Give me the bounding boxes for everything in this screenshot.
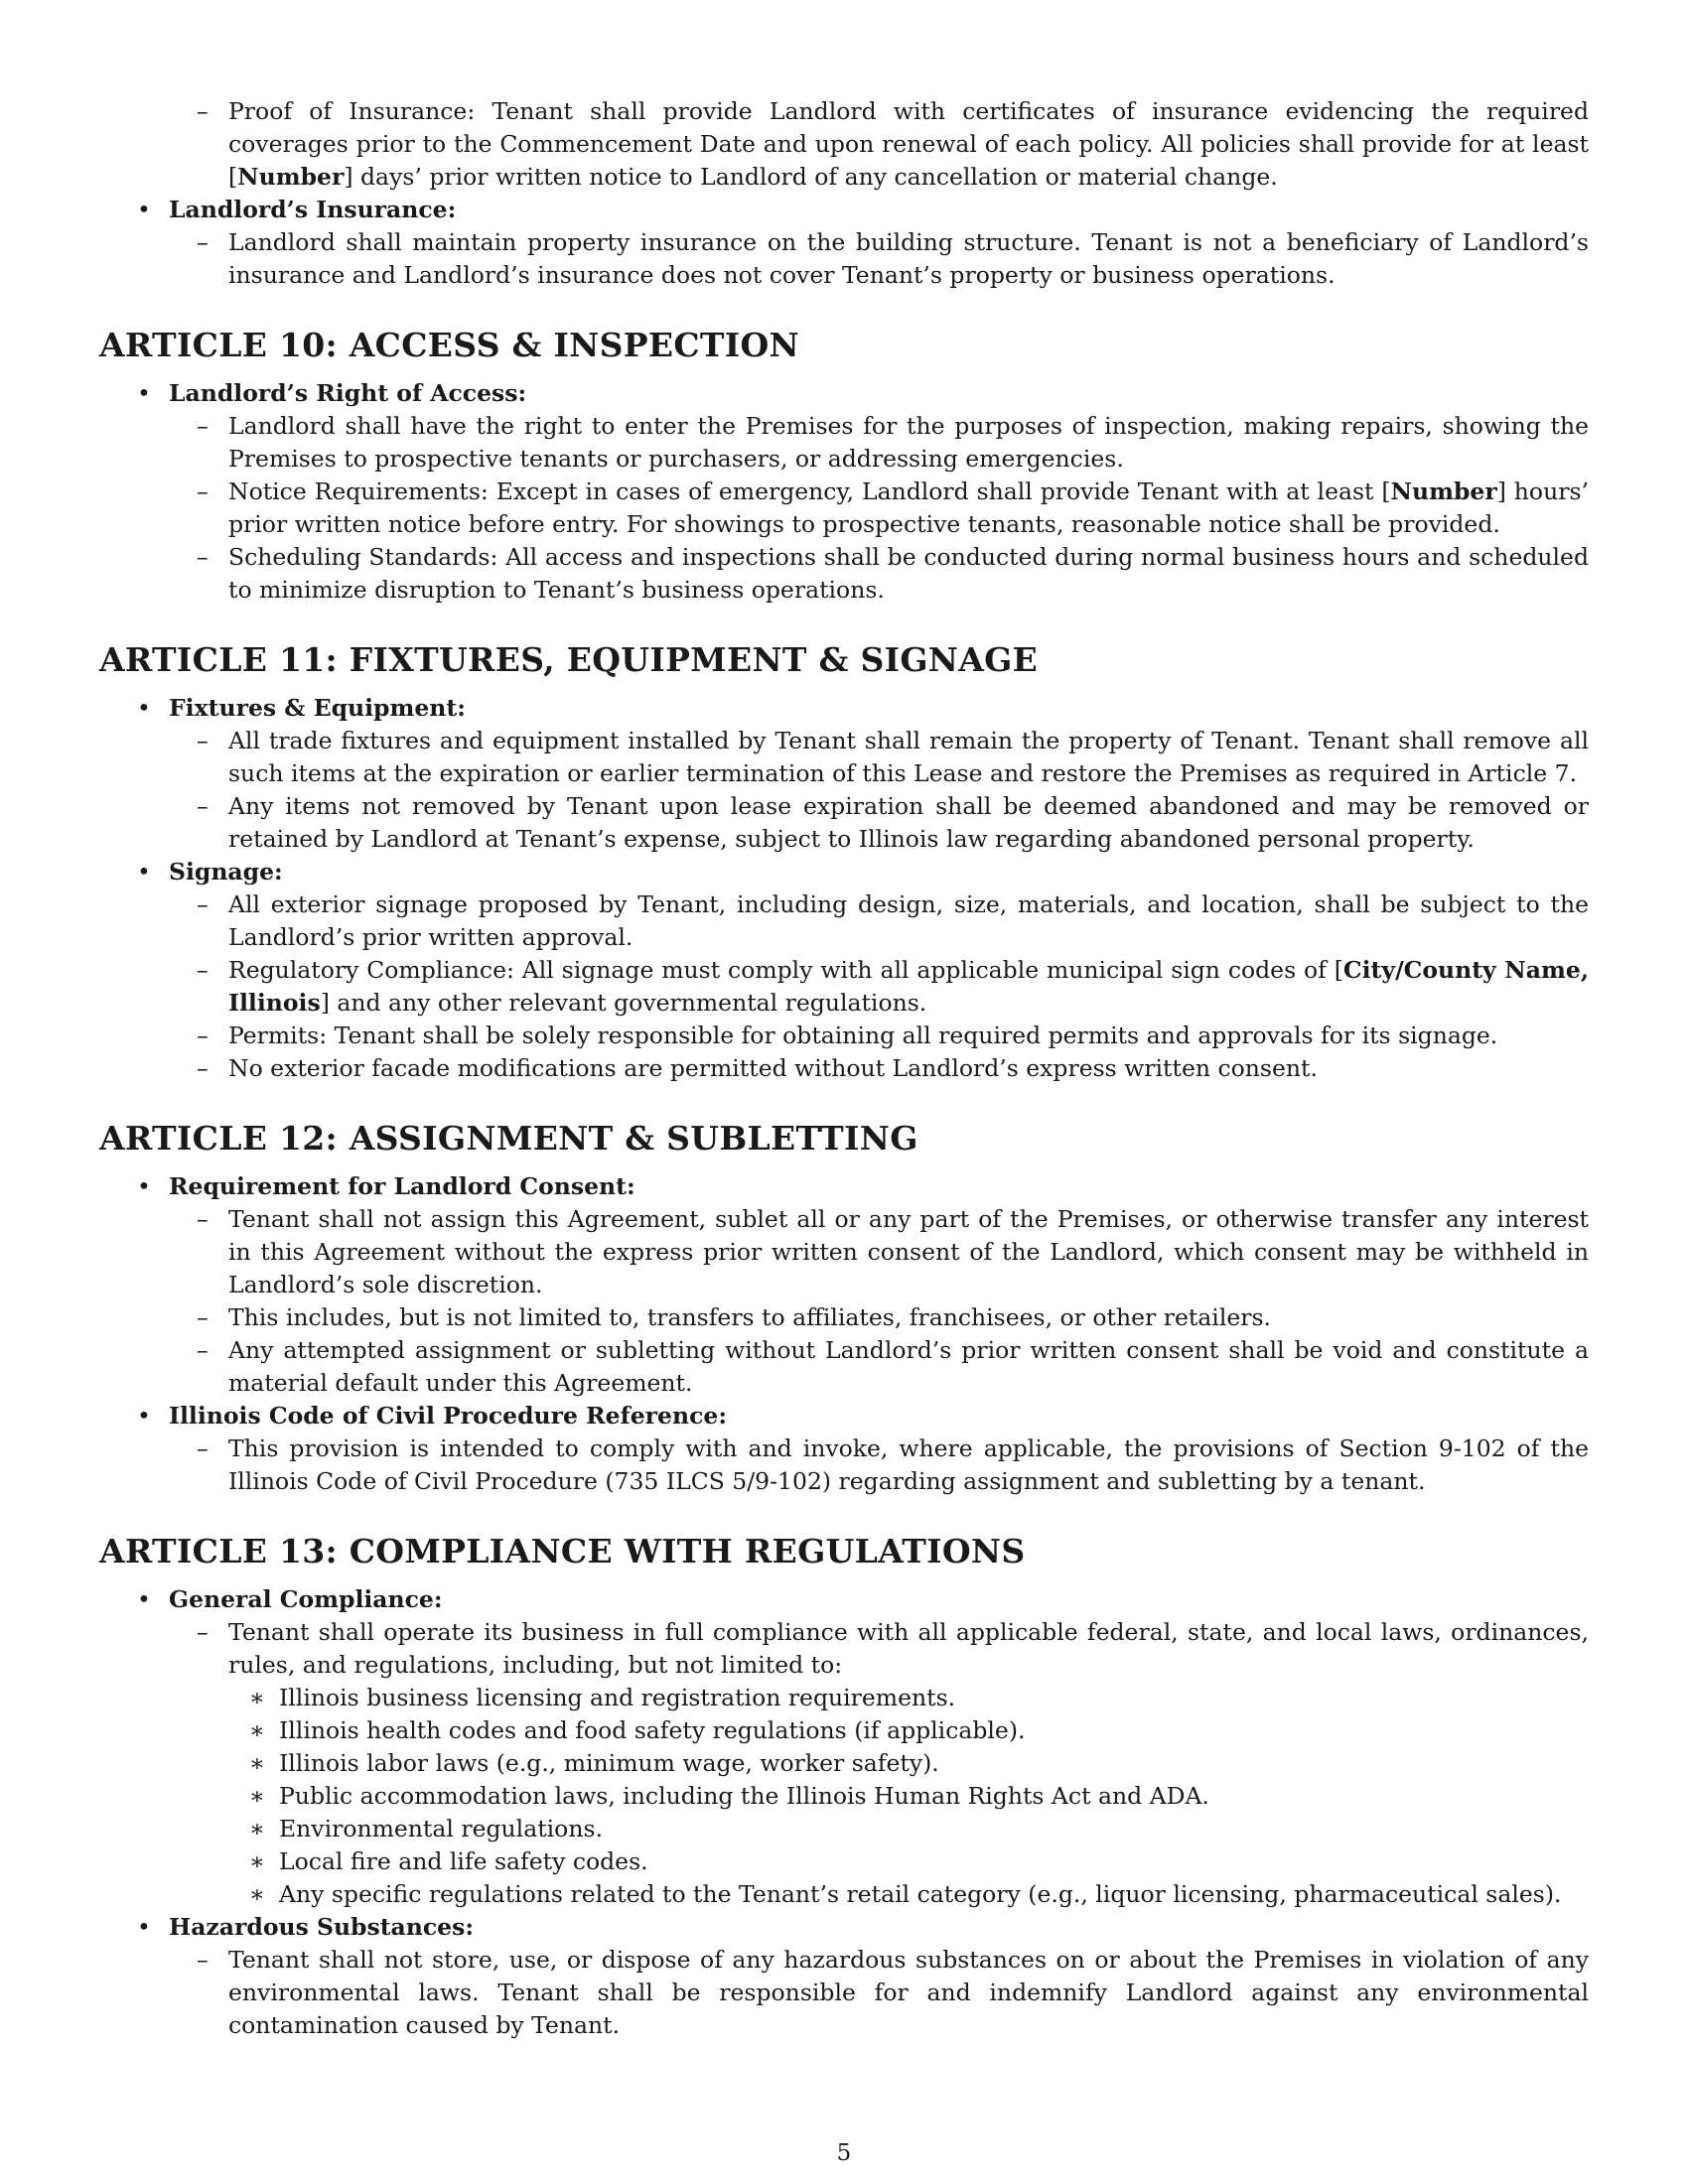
asterisk-marker: ∗ [249,1716,265,1744]
dash-marker: – [197,1336,209,1364]
dash-marker: – [197,1022,209,1049]
sub-item [99,1052,1589,1085]
dash-marker: – [197,1205,209,1233]
sub-sub-item [99,1682,1589,1714]
sub-sub-item [99,1780,1589,1813]
item-text: This includes, but is not limited to, transfers to affiliates, franchisees, or other retailers. [228,1303,1272,1331]
placeholder-field: Number [1390,478,1497,505]
sub-item [99,1944,1589,2042]
item-label: Landlord’s Insurance: [169,196,457,223]
item-label: Signage: [169,858,283,886]
item-label: Requirement for Landlord Consent: [169,1172,635,1200]
bullet-item [99,1400,1589,1433]
item-text: Landlord shall maintain property insurance on the building structure. Tenant is not a beneficiary of Landlord’s insurance and Landlord’s insurance does not cover Tenant’s property or business operations. [228,228,1589,289]
item-text: Tenant shall not store, use, or dispose of any hazardous substances on or about the Premises in violation of any environmental laws. Tenant shall be responsible for and indemnify Landlord against any environmental contamination caused by Tenant. [228,1946,1589,2039]
sub-item [99,790,1589,856]
sub-item [99,1301,1589,1334]
item-text: Tenant shall not assign this Agreement, sublet all or any part of the Premises, or otherwise transfer any interest in this Agreement without the express prior written consent of the Landlord, which consent may be withheld in Landlord’s sole discretion. [228,1205,1589,1298]
sub-item [99,226,1589,292]
sub-item [99,1433,1589,1498]
item-text: No exterior facade modifications are permitted without Landlord’s express written consent. [228,1054,1318,1082]
article-heading: ARTICLE 12: ASSIGNMENT & SUBLETTING [99,1119,918,1158]
sub-sub-item [99,1813,1589,1845]
item-text: ] days’ prior written notice to Landlord of any cancellation or material change. [344,163,1278,191]
item-text: Illinois labor laws (e.g., minimum wage, worker safety). [279,1749,939,1777]
sub-item [99,1020,1589,1052]
sub-item [99,1616,1589,1682]
dash-marker: – [197,478,209,505]
item-text: Illinois business licensing and registration requirements. [279,1684,956,1711]
bullet-item [99,692,1589,725]
item-text: Landlord shall have the right to enter the Premises for the purposes of inspection, making repairs, showing the Premises to prospective tenants or purchasers, or addressing emergencies. [228,412,1589,473]
placeholder-field: Number [237,163,345,191]
bullet-marker: • [137,1402,151,1430]
item-text: This provision is intended to comply with and invoke, where applicable, the provisions of Section 9-102 of the Illinois Code of Civil Procedure (735 ILCS 5/9-102) regarding assignment and subletting by a tenant. [228,1434,1589,1495]
sub-item [99,95,1589,194]
dash-marker: – [197,792,209,820]
sub-item [99,476,1589,541]
bullet-marker: • [137,1172,151,1200]
dash-marker: – [197,97,209,125]
dash-marker: – [197,228,209,256]
asterisk-marker: ∗ [249,1782,265,1810]
sub-item [99,888,1589,954]
dash-marker: – [197,890,209,918]
sub-item [99,1203,1589,1301]
placeholder-field: City/County Name, Illinois [228,956,1589,1017]
bullet-marker: • [137,196,151,223]
bullet-item [99,856,1589,888]
item-label: Illinois Code of Civil Procedure Reference: [169,1402,728,1430]
bullet-item [99,1911,1589,1944]
dash-marker: – [197,1303,209,1331]
bullet-marker: • [137,694,151,722]
sub-item [99,954,1589,1020]
asterisk-marker: ∗ [249,1815,265,1843]
item-label: Landlord’s Right of Access: [169,379,527,407]
item-text: Environmental regulations. [279,1815,603,1843]
bullet-item [99,1170,1589,1203]
sub-item [99,725,1589,790]
item-text: Permits: Tenant shall be solely responsible for obtaining all required permits and approvals for its signage. [228,1022,1498,1049]
item-text: Any specific regulations related to the Tenant’s retail category (e.g., liquor licensing, pharmaceutical sales). [279,1880,1562,1908]
item-text: ] hours’ prior written notice before entry. For showings to prospective tenants, reasonable notice shall be provided. [228,478,1589,538]
item-text: Proof of Insurance: Tenant shall provide Landlord with certificates of insurance evidencing the required coverages prior to the Commencement Date and upon renewal of each policy. All policies shall provide for at least [ [228,97,1589,191]
sub-sub-item [99,1878,1589,1911]
page-number: 5 [836,2140,852,2166]
dash-marker: – [197,543,209,571]
item-text: All exterior signage proposed by Tenant, including design, size, materials, and location, shall be subject to the Landlord’s prior written approval. [228,890,1589,951]
item-text: All trade fixtures and equipment installed by Tenant shall remain the property of Tenant. Tenant shall remove all such items at the expiration or earlier termination of this Lease and restore the Premises as required in Article 7. [228,727,1589,787]
dash-marker: – [197,727,209,754]
item-text: Illinois health codes and food safety regulations (if applicable). [279,1716,1026,1744]
bullet-marker: • [137,858,151,886]
asterisk-marker: ∗ [249,1749,265,1777]
bullet-item [99,1583,1589,1616]
sub-sub-item [99,1845,1589,1878]
sub-item [99,410,1589,476]
item-text: Local fire and life safety codes. [279,1847,648,1875]
dash-marker: – [197,1434,209,1462]
dash-marker: – [197,956,209,984]
item-text: Any attempted assignment or subletting without Landlord’s prior written consent shall be void and constitute a material default under this Agreement. [228,1336,1589,1397]
sub-sub-item [99,1714,1589,1747]
item-label: Hazardous Substances: [169,1913,475,1941]
item-label: Fixtures & Equipment: [169,694,466,722]
bullet-item [99,194,1589,226]
item-label: General Compliance: [169,1585,443,1613]
article-heading: ARTICLE 11: FIXTURES, EQUIPMENT & SIGNAGE [99,640,1039,679]
article-heading: ARTICLE 10: ACCESS & INSPECTION [99,326,800,364]
document-body [99,95,1589,2042]
asterisk-marker: ∗ [249,1847,265,1875]
item-text: Regulatory Compliance: All signage must comply with all applicable municipal sign codes of [ [228,956,1343,984]
item-text: Any items not removed by Tenant upon lease expiration shall be deemed abandoned and may be removed or retained by Landlord at Tenant’s expense, subject to Illinois law regarding abandoned personal property. [228,792,1589,853]
item-text: Scheduling Standards: All access and inspections shall be conducted during normal business hours and scheduled to minimize disruption to Tenant’s business operations. [228,543,1589,604]
dash-marker: – [197,1618,209,1646]
bullet-marker: • [137,1913,151,1941]
bullet-marker: • [137,1585,151,1613]
dash-marker: – [197,1946,209,1974]
sub-sub-item [99,1747,1589,1780]
asterisk-marker: ∗ [249,1684,265,1711]
bullet-marker: • [137,379,151,407]
item-text: ] and any other relevant governmental regulations. [320,989,927,1017]
dash-marker: – [197,1054,209,1082]
article-heading: ARTICLE 13: COMPLIANCE WITH REGULATIONS [99,1532,1026,1570]
item-text: Tenant shall operate its business in full compliance with all applicable federal, state, and local laws, ordinances, rules, and regulations, including, but not limited to: [228,1618,1589,1679]
sub-item [99,1334,1589,1400]
bullet-item [99,377,1589,410]
item-text: Public accommodation laws, including the Illinois Human Rights Act and ADA. [279,1782,1209,1810]
dash-marker: – [197,412,209,440]
asterisk-marker: ∗ [249,1880,265,1908]
sub-item [99,541,1589,607]
item-text: Notice Requirements: Except in cases of emergency, Landlord shall provide Tenant with at least [ [228,478,1391,505]
